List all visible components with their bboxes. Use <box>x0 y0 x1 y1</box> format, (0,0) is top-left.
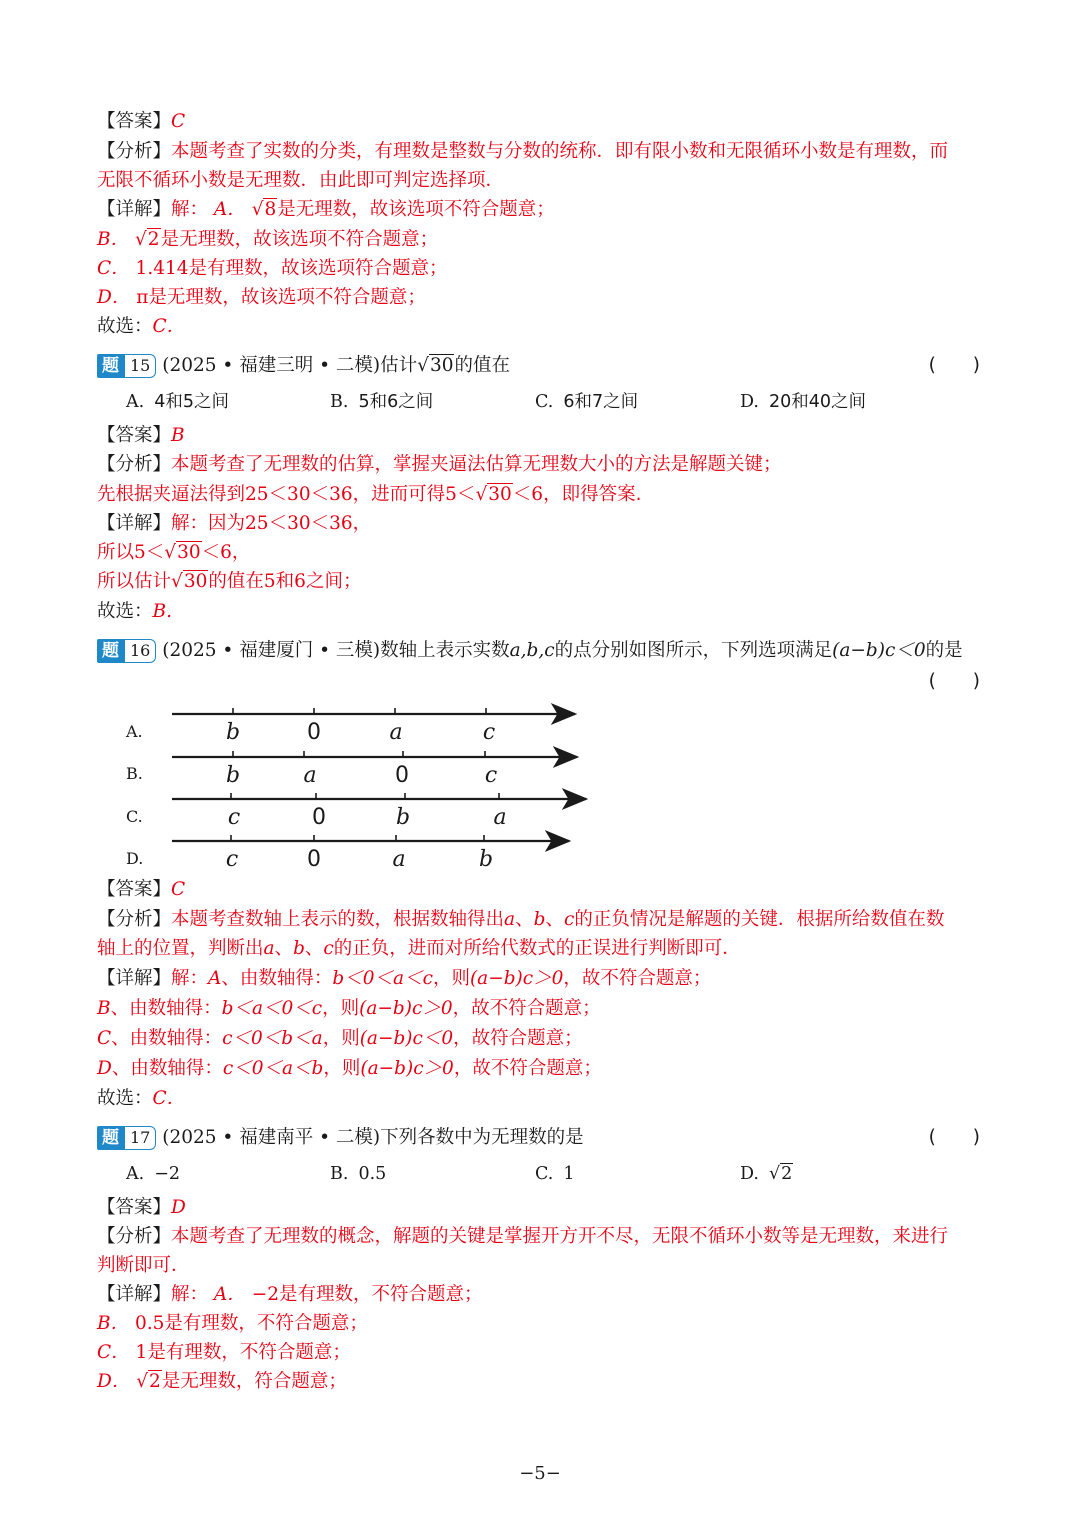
detail-text: 、由数轴得： <box>111 1058 223 1079</box>
math-vars: a,b,c <box>509 640 555 661</box>
math-expression: (a−b)c＞0 <box>360 1058 454 1079</box>
q14-analysis-1 <box>97 138 948 166</box>
choose-value: B. <box>152 601 172 622</box>
math-number: 5 <box>263 571 276 592</box>
radicand: 2 <box>147 229 160 250</box>
answer-value: C <box>171 111 186 132</box>
question-source: (2025 • 福建厦门 • 三模) <box>162 640 381 661</box>
detail-text: 和 <box>275 571 295 592</box>
choose-label: 故选： <box>97 316 153 337</box>
analysis-label: 【分析】 <box>97 454 172 475</box>
answer-label: 【答案】 <box>97 1197 172 1218</box>
detail-option: D． <box>97 287 131 308</box>
sqrt-expression: √2 <box>768 1164 793 1184</box>
analysis-text: 轴上的位置，判断出 <box>97 938 264 959</box>
axis-label-a: a <box>392 847 406 872</box>
math-expression: b＜a＜0＜c <box>221 998 323 1019</box>
axis-label-b: b <box>395 805 411 830</box>
math-expression: c＜0＜a＜b <box>222 1058 324 1079</box>
detail-text: 是有理数，故该选项符合题意； <box>188 258 448 279</box>
detail-option: C． <box>97 258 130 279</box>
q14-choose <box>97 313 185 341</box>
detail-option: D． <box>97 1371 131 1392</box>
detail-text: ，故不符合题意； <box>563 968 712 989</box>
analysis-label: 【分析】 <box>97 1226 172 1247</box>
axis-label-a: a <box>493 805 507 830</box>
option-c <box>535 388 638 416</box>
axis-label-c: c <box>484 763 498 788</box>
math-expression: 25＜30＜36 <box>245 513 353 534</box>
choose-value: C． <box>152 1088 186 1109</box>
answer-label: 【答案】 <box>97 111 172 132</box>
option-letter: A. <box>126 392 145 412</box>
math-expression: 5＜ <box>445 484 476 505</box>
q15-answer <box>97 422 185 450</box>
detail-number: 0.5 <box>135 1313 165 1334</box>
answer-value: B <box>171 425 185 446</box>
detail-text: ， <box>352 513 372 534</box>
math-var: a <box>263 938 275 959</box>
radicand: 30 <box>183 571 208 592</box>
axis-option-letter: D. <box>126 849 144 868</box>
detail-option: D <box>97 1058 112 1079</box>
math-expression: 25＜30＜36 <box>245 484 353 505</box>
stem-text: 的值在 <box>454 355 510 376</box>
q17-detail-4 <box>97 1368 347 1396</box>
detail-text: ，故不符合题意； <box>453 1058 602 1079</box>
q14-detail-4 <box>97 284 426 312</box>
q17-detail-3 <box>97 1339 351 1367</box>
axis-label-0: 0 <box>307 847 321 872</box>
radicand: 2 <box>149 1371 161 1392</box>
axis-option-letter: C. <box>126 807 143 826</box>
radicand: 30 <box>488 484 512 505</box>
question-badge: 题 <box>97 1126 124 1150</box>
answer-paren: ( ) <box>928 355 980 376</box>
q15-stem <box>97 352 510 380</box>
analysis-text: 本题考查数轴上表示的数，根据数轴得出 <box>171 909 505 930</box>
question-number: 15 <box>124 354 156 378</box>
answer-paren: ( ) <box>928 671 980 692</box>
detail-text: 是有理数，不符合题意； <box>147 1342 351 1363</box>
option-text: 0.5 <box>358 1164 387 1184</box>
math-expression: (a−b)c＜0 <box>359 1028 454 1049</box>
detail-text: ，则 <box>432 968 470 989</box>
option-text: 20和40之间 <box>768 392 867 412</box>
detail-text: 所以 <box>97 542 135 563</box>
stem-text: 的点分别如图所示，下列选项满足 <box>554 640 833 661</box>
q17-detail-2 <box>97 1310 368 1338</box>
math-var: b <box>533 909 546 930</box>
detail-text: 、由数轴得： <box>221 968 333 989</box>
q16-detail-1 <box>97 965 711 993</box>
radicand: 30 <box>177 542 201 563</box>
choose-value: C． <box>152 316 186 337</box>
option-text: 5和6之间 <box>358 392 434 412</box>
stem-text: 数轴上表示实数 <box>380 640 510 661</box>
q16-analysis-2 <box>97 935 741 963</box>
analysis-text: 的正负情况是解题的关键．根据所给数值在数 <box>574 909 945 930</box>
detail-text: 是无理数，符合题意； <box>161 1371 347 1392</box>
q16-analysis-1 <box>97 906 944 934</box>
option-c <box>535 1160 574 1188</box>
detail-text: ，则 <box>322 1028 360 1049</box>
detail-text: 是无理数，故该选项不符合题意； <box>160 229 439 250</box>
q14-answer <box>97 108 185 136</box>
page-number: −5− <box>519 1463 561 1484</box>
sqrt-expression: √30 <box>164 542 201 563</box>
analysis-text: 本题考查了无理数的概念，解题的关键是掌握开方开不尽，无限不循环小数等是无理数，来进行 <box>171 1226 949 1247</box>
detail-option: B． <box>97 229 130 250</box>
axis-option-letter: A. <box>126 722 143 741</box>
detail-text: 、由数轴得： <box>110 998 222 1019</box>
q16-stem <box>97 637 963 665</box>
question-source: (2025 • 福建南平 • 二模) <box>162 1127 381 1148</box>
detail-number: −2 <box>251 1284 279 1305</box>
question-badge: 题 <box>97 354 124 378</box>
axis-label-b: b <box>478 847 494 872</box>
q14-detail-3 <box>97 255 448 283</box>
option-a <box>126 1160 180 1188</box>
q16-choose <box>97 1085 185 1113</box>
analysis-label: 【分析】 <box>97 141 172 162</box>
sqrt-expression: √2 <box>135 229 160 250</box>
analysis-text: ，即得答案. <box>543 484 642 505</box>
option-a <box>126 388 229 416</box>
detail-option: A． <box>213 1284 246 1305</box>
math-var: c <box>323 938 334 959</box>
axis-label-b: b <box>225 720 241 745</box>
q17-analysis-1 <box>97 1223 948 1251</box>
axis-label-a: a <box>303 763 317 788</box>
math-expression: ＜6 <box>201 542 232 563</box>
sqrt-expression: √8 <box>251 199 277 220</box>
math-expression: 5＜ <box>134 542 165 563</box>
math-expression: ＜6 <box>512 484 544 505</box>
option-text: 4和5之间 <box>154 392 229 412</box>
detail-option: A． <box>213 199 246 220</box>
q17-detail-1 <box>97 1281 482 1309</box>
answer-label: 【答案】 <box>97 879 172 900</box>
detail-text: ，则 <box>323 1058 361 1079</box>
stem-text: 估计 <box>380 355 418 376</box>
math-expression: (a−b)c＞0 <box>469 968 564 989</box>
option-b <box>330 388 433 416</box>
math-var: a <box>504 909 516 930</box>
detail-text: 所以估计 <box>97 571 172 592</box>
q15-analysis-1 <box>97 451 782 479</box>
option-letter: D. <box>740 392 759 412</box>
option-d <box>740 1160 793 1188</box>
answer-label: 【答案】 <box>97 425 172 446</box>
q16-detail-2 <box>97 995 601 1023</box>
radicand: 30 <box>429 355 454 376</box>
detail-text: 是无理数，故该选项不符合题意； <box>148 287 426 308</box>
detail-number: 1.414 <box>135 258 189 279</box>
analysis-text: 先根据夹逼法得到 <box>97 484 246 505</box>
q14-analysis-2: 无限不循环小数是无理数．由此即可判定选择项． <box>97 170 505 191</box>
math-expression: b＜0＜a＜c <box>332 968 433 989</box>
radicand: 2 <box>781 1164 793 1184</box>
detail-label: 【详解】 <box>97 1284 172 1305</box>
detail-text: 解： <box>171 1284 209 1305</box>
math-number: 6 <box>294 571 306 592</box>
axis-label-c: c <box>482 720 496 745</box>
answer-paren: ( ) <box>928 1127 980 1148</box>
q16-detail-3 <box>97 1025 583 1053</box>
q15-detail-1 <box>97 510 371 538</box>
option-letter: B. <box>330 1164 349 1184</box>
detail-option: B <box>97 998 111 1019</box>
detail-text: 是有理数，不符合题意； <box>164 1313 368 1334</box>
separator: 、 <box>545 909 564 930</box>
detail-text: ， <box>231 542 251 563</box>
detail-option: C <box>97 1028 112 1049</box>
math-var: c <box>563 909 575 930</box>
question-source: (2025 • 福建三明 • 二模) <box>162 355 381 376</box>
question-number: 16 <box>124 639 156 663</box>
q17-answer <box>97 1194 186 1222</box>
option-letter: D. <box>740 1164 759 1184</box>
option-letter: B. <box>330 392 349 412</box>
option-b <box>330 1160 386 1188</box>
detail-label: 【详解】 <box>97 513 172 534</box>
q15-choose <box>97 598 172 626</box>
detail-text: 解：因为 <box>171 513 246 534</box>
math-expression: c＜0＜b＜a <box>222 1028 323 1049</box>
radicand: 8 <box>264 199 277 220</box>
detail-option: C． <box>97 1342 130 1363</box>
detail-text: ，故符合题意； <box>453 1028 583 1049</box>
q16-answer <box>97 876 185 904</box>
detail-text: ，则 <box>322 998 360 1019</box>
q15-detail-3 <box>97 568 361 596</box>
choose-label: 故选： <box>97 1088 153 1109</box>
analysis-label: 【分析】 <box>97 909 172 930</box>
separator: 、 <box>515 909 534 930</box>
axis-label-c: c <box>225 847 239 872</box>
sqrt-expression: √2 <box>136 1371 161 1392</box>
detail-text: 、由数轴得： <box>111 1028 223 1049</box>
analysis-text: ，进而可得 <box>352 484 446 505</box>
axis-label-0: 0 <box>395 763 409 788</box>
detail-text: 解： <box>171 968 209 989</box>
q15-detail-2 <box>97 539 250 567</box>
q17-stem <box>97 1124 584 1152</box>
detail-text: 的值在 <box>208 571 264 592</box>
option-text: 6和7之间 <box>563 392 639 412</box>
analysis-text: 本题考查了实数的分类，有理数是整数与分数的统称．即有限小数和无限循环小数是有理数，而 <box>171 141 949 162</box>
analysis-text: 本题考查了无理数的估算，掌握夹逼法估算无理数大小的方法是解题关键； <box>171 454 782 475</box>
q15-analysis-2 <box>97 481 641 509</box>
option-text: 1 <box>563 1164 575 1184</box>
axis-label-0: 0 <box>312 805 326 830</box>
option-text: −2 <box>154 1164 181 1184</box>
detail-pre: 解： <box>171 199 209 220</box>
number-line-options <box>120 700 600 875</box>
axis-label-0: 0 <box>307 720 321 745</box>
q17-analysis-2: 判断即可． <box>97 1255 190 1276</box>
math-var: b <box>293 938 305 959</box>
detail-number: 1 <box>135 1342 148 1363</box>
question-number: 17 <box>124 1126 156 1150</box>
option-d <box>740 388 866 416</box>
pi-symbol: π <box>136 287 149 308</box>
detail-option: A <box>208 968 222 989</box>
q14-detail-1 <box>97 196 555 224</box>
math-expression: (a−b)c＞0 <box>359 998 453 1019</box>
axis-label-a: a <box>389 720 403 745</box>
detail-text: 是有理数，不符合题意； <box>278 1284 483 1305</box>
stem-text: 的是 <box>925 640 963 661</box>
answer-value: D <box>171 1197 186 1218</box>
detail-label: 【详解】 <box>97 199 172 220</box>
detail-text: 之间； <box>305 571 362 592</box>
detail-label: 【详解】 <box>97 968 172 989</box>
q14-detail-2 <box>97 226 438 254</box>
axis-label-c: c <box>227 805 241 830</box>
sqrt-expression: √30 <box>475 484 512 505</box>
q16-detail-4 <box>97 1055 602 1083</box>
sqrt-expression: √30 <box>171 571 208 592</box>
sqrt-expression: √30 <box>417 355 454 376</box>
axis-option-letter: B. <box>126 764 143 783</box>
separator: 、 <box>304 938 324 959</box>
detail-text: 是无理数，故该选项不符合题意； <box>277 199 555 220</box>
detail-option: B． <box>97 1313 130 1334</box>
math-expression: (a−b)c＜0 <box>832 640 926 661</box>
separator: 、 <box>274 938 294 959</box>
axis-label-b: b <box>225 763 241 788</box>
analysis-text: 的正负，进而对所给代数式的正误进行判断即可． <box>333 938 741 959</box>
question-badge: 题 <box>97 639 124 663</box>
option-letter: C. <box>535 392 554 412</box>
detail-text: ，故不符合题意； <box>452 998 601 1019</box>
stem-text: 下列各数中为无理数的是 <box>380 1127 584 1148</box>
choose-label: 故选： <box>97 601 153 622</box>
option-letter: C. <box>535 1164 554 1184</box>
option-letter: A. <box>126 1164 145 1184</box>
answer-value: C <box>171 879 186 900</box>
